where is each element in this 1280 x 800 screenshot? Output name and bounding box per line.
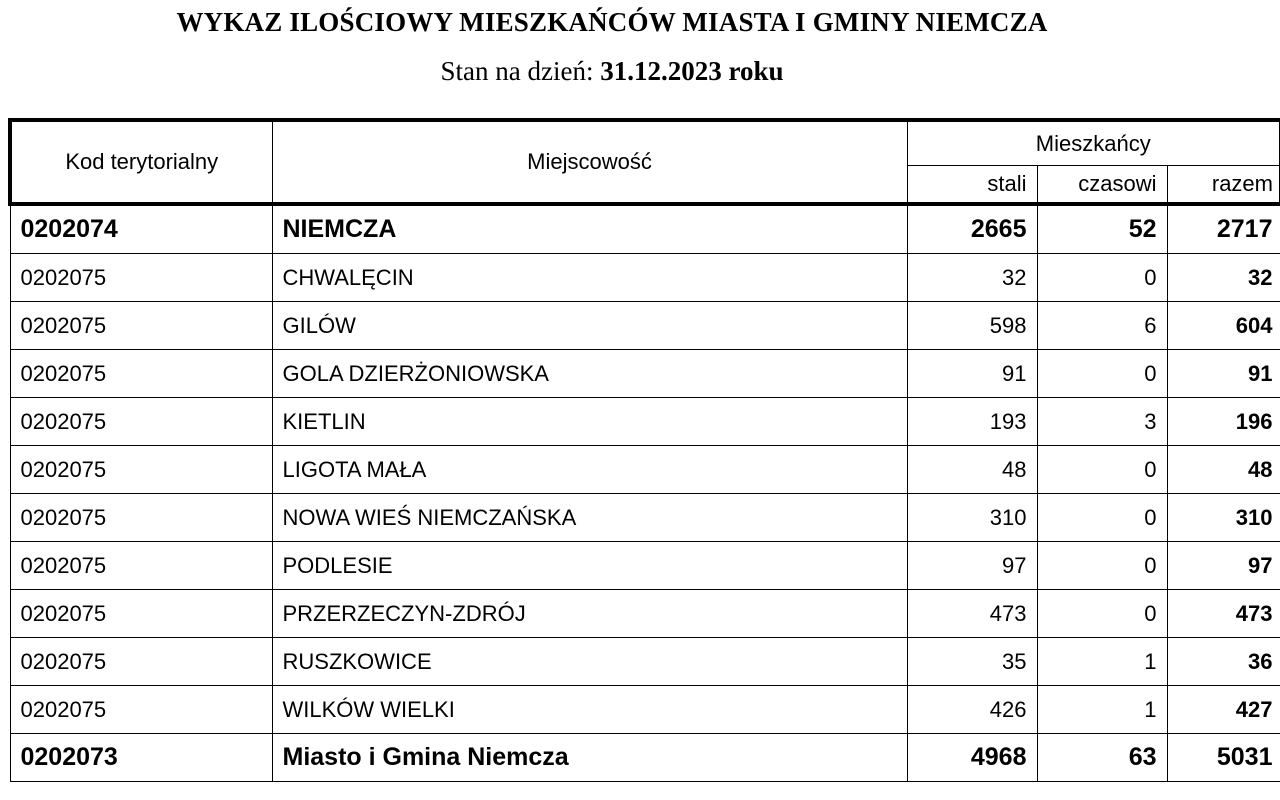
cell-stali: 426 bbox=[907, 686, 1037, 734]
cell-razem: 91 bbox=[1167, 350, 1280, 398]
header-razem: razem bbox=[1167, 166, 1280, 205]
cell-miejscowosc: WILKÓW WIELKI bbox=[272, 686, 907, 734]
cell-kod: 0202075 bbox=[10, 494, 272, 542]
cell-miejscowosc: PODLESIE bbox=[272, 542, 907, 590]
cell-razem: 32 bbox=[1167, 254, 1280, 302]
cell-stali: 310 bbox=[907, 494, 1037, 542]
cell-kod: 0202075 bbox=[10, 590, 272, 638]
cell-miejscowosc: LIGOTA MAŁA bbox=[272, 446, 907, 494]
cell-kod: 0202075 bbox=[10, 398, 272, 446]
cell-stali: 91 bbox=[907, 350, 1037, 398]
cell-miejscowosc: Miasto i Gmina Niemcza bbox=[272, 734, 907, 782]
cell-stali: 473 bbox=[907, 590, 1037, 638]
cell-razem: 5031 bbox=[1167, 734, 1280, 782]
table-row bbox=[10, 686, 1280, 734]
population-table bbox=[8, 118, 1280, 782]
cell-miejscowosc: GILÓW bbox=[272, 302, 907, 350]
cell-stali: 598 bbox=[907, 302, 1037, 350]
cell-razem: 427 bbox=[1167, 686, 1280, 734]
cell-kod: 0202075 bbox=[10, 446, 272, 494]
cell-czasowi: 0 bbox=[1037, 542, 1167, 590]
table-body bbox=[10, 204, 1280, 782]
table-row bbox=[10, 398, 1280, 446]
header-kod: Kod terytorialny bbox=[10, 120, 272, 204]
cell-stali: 97 bbox=[907, 542, 1037, 590]
cell-czasowi: 6 bbox=[1037, 302, 1167, 350]
cell-miejscowosc: KIETLIN bbox=[272, 398, 907, 446]
table-row bbox=[10, 446, 1280, 494]
table-row bbox=[10, 590, 1280, 638]
table-row bbox=[10, 204, 1280, 254]
table-row bbox=[10, 254, 1280, 302]
table-row bbox=[10, 542, 1280, 590]
cell-kod: 0202075 bbox=[10, 542, 272, 590]
cell-czasowi: 52 bbox=[1037, 204, 1167, 254]
cell-stali: 2665 bbox=[907, 204, 1037, 254]
cell-kod: 0202075 bbox=[10, 254, 272, 302]
cell-kod: 0202075 bbox=[10, 302, 272, 350]
header-czasowi: czasowi bbox=[1037, 166, 1167, 205]
cell-czasowi: 1 bbox=[1037, 638, 1167, 686]
cell-kod: 0202073 bbox=[10, 734, 272, 782]
cell-miejscowosc: PRZERZECZYN-ZDRÓJ bbox=[272, 590, 907, 638]
cell-razem: 36 bbox=[1167, 638, 1280, 686]
subtitle-date: 31.12.2023 roku bbox=[600, 56, 784, 86]
cell-czasowi: 0 bbox=[1037, 494, 1167, 542]
cell-miejscowosc: NOWA WIEŚ NIEMCZAŃSKA bbox=[272, 494, 907, 542]
cell-kod: 0202074 bbox=[10, 204, 272, 254]
cell-miejscowosc: NIEMCZA bbox=[272, 204, 907, 254]
cell-miejscowosc: GOLA DZIERŻONIOWSKA bbox=[272, 350, 907, 398]
cell-stali: 193 bbox=[907, 398, 1037, 446]
cell-czasowi: 0 bbox=[1037, 446, 1167, 494]
header-mieszkancy: Mieszkańcy bbox=[907, 120, 1280, 166]
cell-razem: 2717 bbox=[1167, 204, 1280, 254]
cell-miejscowosc: CHWALĘCIN bbox=[272, 254, 907, 302]
cell-razem: 310 bbox=[1167, 494, 1280, 542]
cell-stali: 35 bbox=[907, 638, 1037, 686]
table-row bbox=[10, 302, 1280, 350]
cell-czasowi: 0 bbox=[1037, 590, 1167, 638]
cell-czasowi: 0 bbox=[1037, 350, 1167, 398]
table-row bbox=[10, 638, 1280, 686]
cell-razem: 97 bbox=[1167, 542, 1280, 590]
table-row bbox=[10, 734, 1280, 782]
header-miejscowosc: Miejscowość bbox=[272, 120, 907, 204]
cell-kod: 0202075 bbox=[10, 350, 272, 398]
cell-stali: 48 bbox=[907, 446, 1037, 494]
cell-czasowi: 1 bbox=[1037, 686, 1167, 734]
cell-czasowi: 3 bbox=[1037, 398, 1167, 446]
cell-kod: 0202075 bbox=[10, 686, 272, 734]
header-stali: stali bbox=[907, 166, 1037, 205]
subtitle-prefix: Stan na dzień: bbox=[440, 56, 601, 86]
cell-razem: 473 bbox=[1167, 590, 1280, 638]
cell-czasowi: 63 bbox=[1037, 734, 1167, 782]
table-row bbox=[10, 494, 1280, 542]
document-title: WYKAZ ILOŚCIOWY MIESZKAŃCÓW MIASTA I GMINY NIEMCZA bbox=[176, 7, 1048, 37]
cell-stali: 32 bbox=[907, 254, 1037, 302]
cell-razem: 196 bbox=[1167, 398, 1280, 446]
cell-razem: 604 bbox=[1167, 302, 1280, 350]
cell-czasowi: 0 bbox=[1037, 254, 1167, 302]
cell-razem: 48 bbox=[1167, 446, 1280, 494]
cell-kod: 0202075 bbox=[10, 638, 272, 686]
cell-stali: 4968 bbox=[907, 734, 1037, 782]
document-subtitle bbox=[0, 55, 1224, 87]
cell-miejscowosc: RUSZKOWICE bbox=[272, 638, 907, 686]
table-row bbox=[10, 350, 1280, 398]
